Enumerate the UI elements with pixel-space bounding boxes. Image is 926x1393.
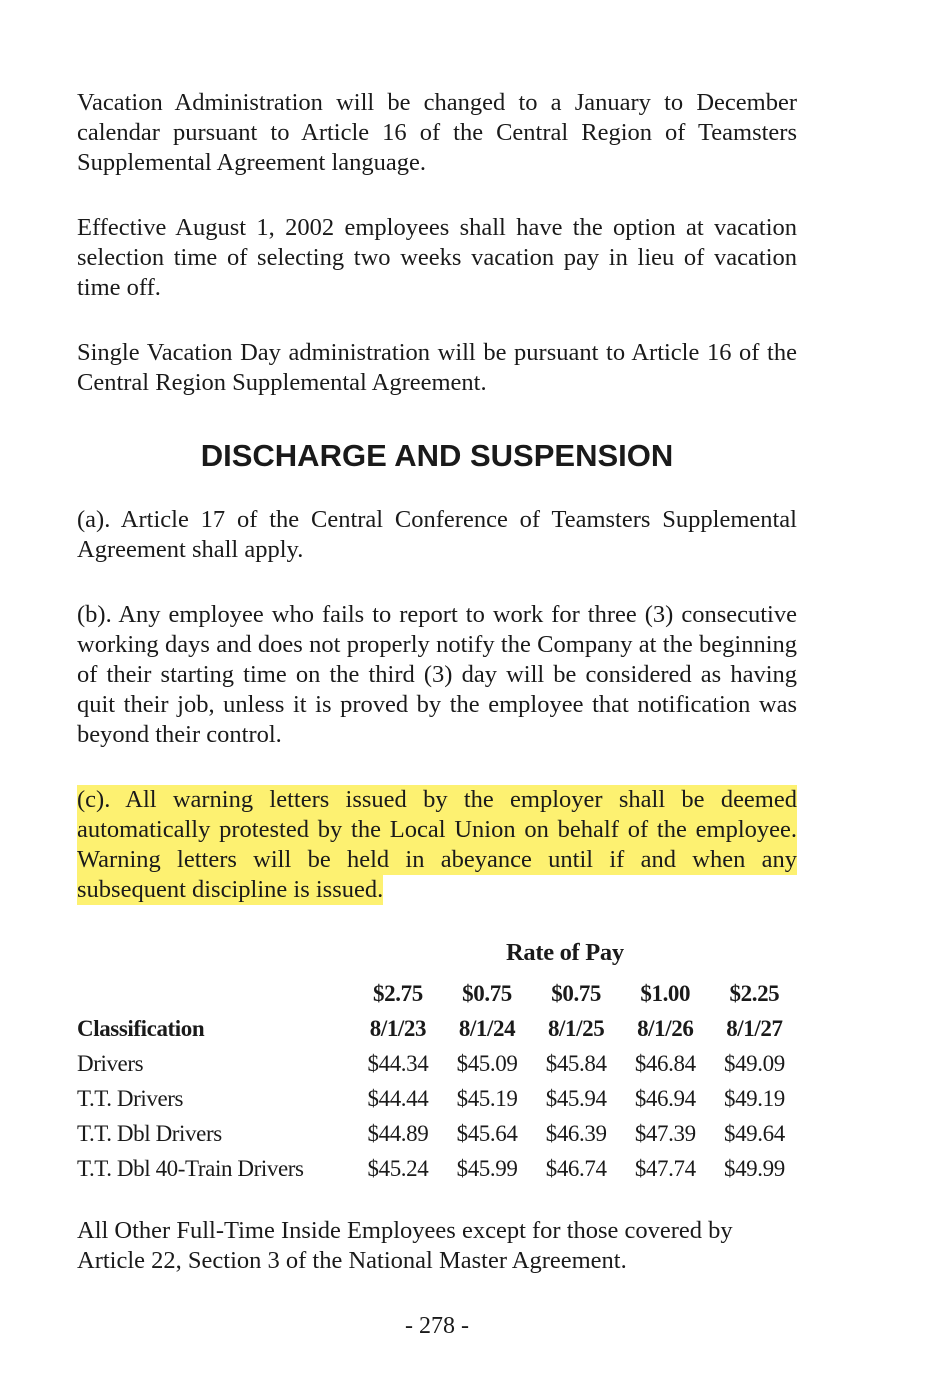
classification-name: Drivers [77,1050,144,1076]
rate-cell: $49.09 [723,1050,785,1076]
rate-cell: $45.99 [456,1155,518,1181]
date-cell: 8/1/23 [369,1015,427,1041]
date-cell: 8/1/24 [458,1015,516,1041]
classification-name: T.T. Dbl 40-Train Drivers [77,1155,304,1181]
increase-cell: $0.75 [462,980,512,1006]
clause-c-highlighted [77,785,797,905]
table-row [77,1116,799,1151]
table-row [77,1151,799,1186]
rate-cell: $45.94 [545,1085,607,1111]
rate-of-pay-table [77,976,799,1186]
classification-name: T.T. Dbl Drivers [77,1120,222,1146]
date-cell: 8/1/26 [637,1015,694,1041]
rate-cell: $44.34 [367,1050,429,1076]
classification-header: Classification [77,1015,205,1041]
rate-cell: $46.39 [545,1120,607,1146]
date-cell: 8/1/25 [547,1015,605,1041]
rate-of-pay-title: Rate of Pay [506,939,624,966]
clause-a: (a). Article 17 of the Central Conference of Teamsters Supplemental Agreement shall apply. [77,506,797,563]
rate-cell: $45.09 [456,1050,518,1076]
date-cell: 8/1/27 [726,1015,783,1041]
rate-cell: $44.44 [367,1085,429,1111]
increase-row [77,976,799,1011]
rate-cell: $49.99 [723,1155,785,1181]
rate-cell: $46.74 [545,1155,607,1181]
increase-cell: $2.25 [729,980,780,1006]
classification-name: T.T. Drivers [77,1085,184,1111]
clause-b: (b). Any employee who fails to report to work for three (3) consecutive working days and does not properly notify the Company at the beginning of their starting time on the third (3) day will be considered as having quit their job, unless it is proved by the employee that notification was beyond their control. [77,601,797,748]
page-number: - 278 - [405,1313,469,1339]
section-heading: DISCHARGE AND SUSPENSION [200,438,674,473]
rate-cell: $47.39 [634,1120,696,1146]
rate-cell: $47.74 [634,1155,696,1181]
paragraph-vacation-administration: Vacation Administration will be changed to a January to December calendar pursuant to Article 16 of the Central Region of Teamsters Supplemental Agreement language. [77,89,797,176]
paragraph-vacation-pay-option: Effective August 1, 2002 employees shall have the option at vacation selection time of selecting two weeks vacation pay in lieu of vacation time off. [77,214,797,301]
table-row [77,1046,799,1081]
increase-cell: $0.75 [551,980,602,1006]
increase-cell: $2.75 [373,980,423,1006]
date-header-row [77,1011,799,1046]
rate-cell: $45.24 [367,1155,429,1181]
increase-cell: $1.00 [640,980,691,1006]
rate-cell: $45.64 [456,1120,518,1146]
rate-cell: $46.84 [634,1050,696,1076]
table-row [77,1081,799,1116]
rate-cell: $45.84 [545,1050,607,1076]
paragraph-single-vacation-day: Single Vacation Day administration will be pursuant to Article 16 of the Central Region Supplemental Agreement. [77,339,797,396]
paragraph-inside-employees: All Other Full-Time Inside Employees except for those covered by Article 22, Section 3 of the National Master Agreement. [77,1217,733,1274]
rate-cell: $49.19 [723,1085,785,1111]
highlighted-text: (c). All warning letters issued by the employer shall be deemed automatically protested by the Local Union on behalf of the employee. Warning letters will be held in abeyance until if and when any subsequent discipline is issued. [77,786,797,903]
rate-cell: $45.19 [456,1085,518,1111]
rate-cell: $49.64 [723,1120,785,1146]
rate-cell: $46.94 [634,1085,696,1111]
rate-cell: $44.89 [367,1120,429,1146]
